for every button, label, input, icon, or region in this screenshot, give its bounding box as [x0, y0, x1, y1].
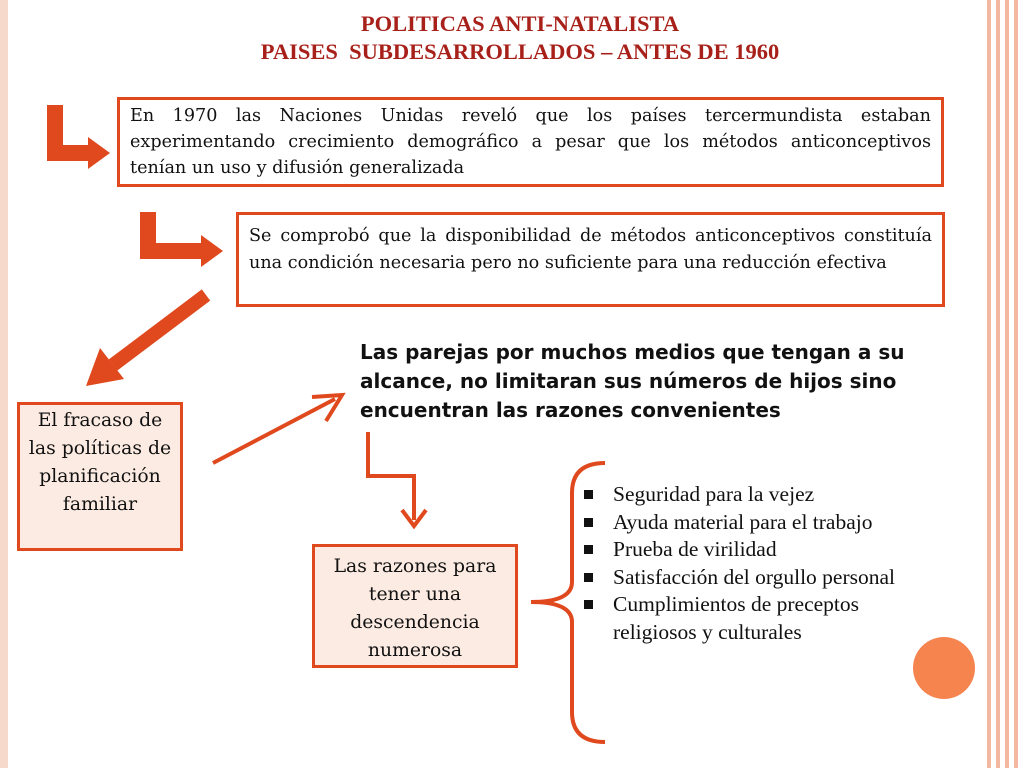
reason-item: Prueba de virilidad: [578, 536, 898, 564]
reason-item: Cumplimientos de preceptos religiosos y culturales: [578, 591, 898, 646]
reasons-list: [578, 481, 898, 646]
arrow-to-reasons-box: [368, 432, 426, 526]
title-line-2: PAISES SUBDESARROLLADOS – ANTES DE 1960: [260, 39, 780, 64]
decorative-circle: [913, 637, 975, 699]
reasons-box: Las razones para tener una descendencia numerosa: [312, 544, 518, 668]
reason-item: Satisfacción del orgullo personal: [578, 564, 898, 592]
l-arrow-1: [47, 105, 110, 169]
failure-box: El fracaso de las políticas de planificación familiar: [17, 402, 183, 551]
l-arrow-2: [140, 212, 223, 267]
reason-item: Seguridad para la vejez: [578, 481, 898, 509]
availability-box: Se comprobó que la disponibilidad de métodos anticonceptivos constituía una condición necesaria pero no suficiente para una reducción efectiva: [236, 212, 945, 307]
un-1970-box: En 1970 las Naciones Unidas reveló que los países tercermundista estaban experimentando crecimiento demográfico a pesar que los métodos anticonceptivos tenían un uso y difusión generalizada: [117, 97, 944, 187]
arrow-to-statement: [213, 395, 342, 463]
diagonal-arrow-down: [86, 295, 206, 386]
page-title: [110, 10, 930, 66]
couples-statement: Las parejas por muchos medios que tengan a su alcance, no limitaran sus números de hijos sino encuentran las razones convenientes: [360, 340, 905, 422]
title-line-1: POLITICAS ANTI-NATALISTA: [360, 11, 680, 36]
reason-item: Ayuda material para el trabajo: [578, 509, 898, 537]
